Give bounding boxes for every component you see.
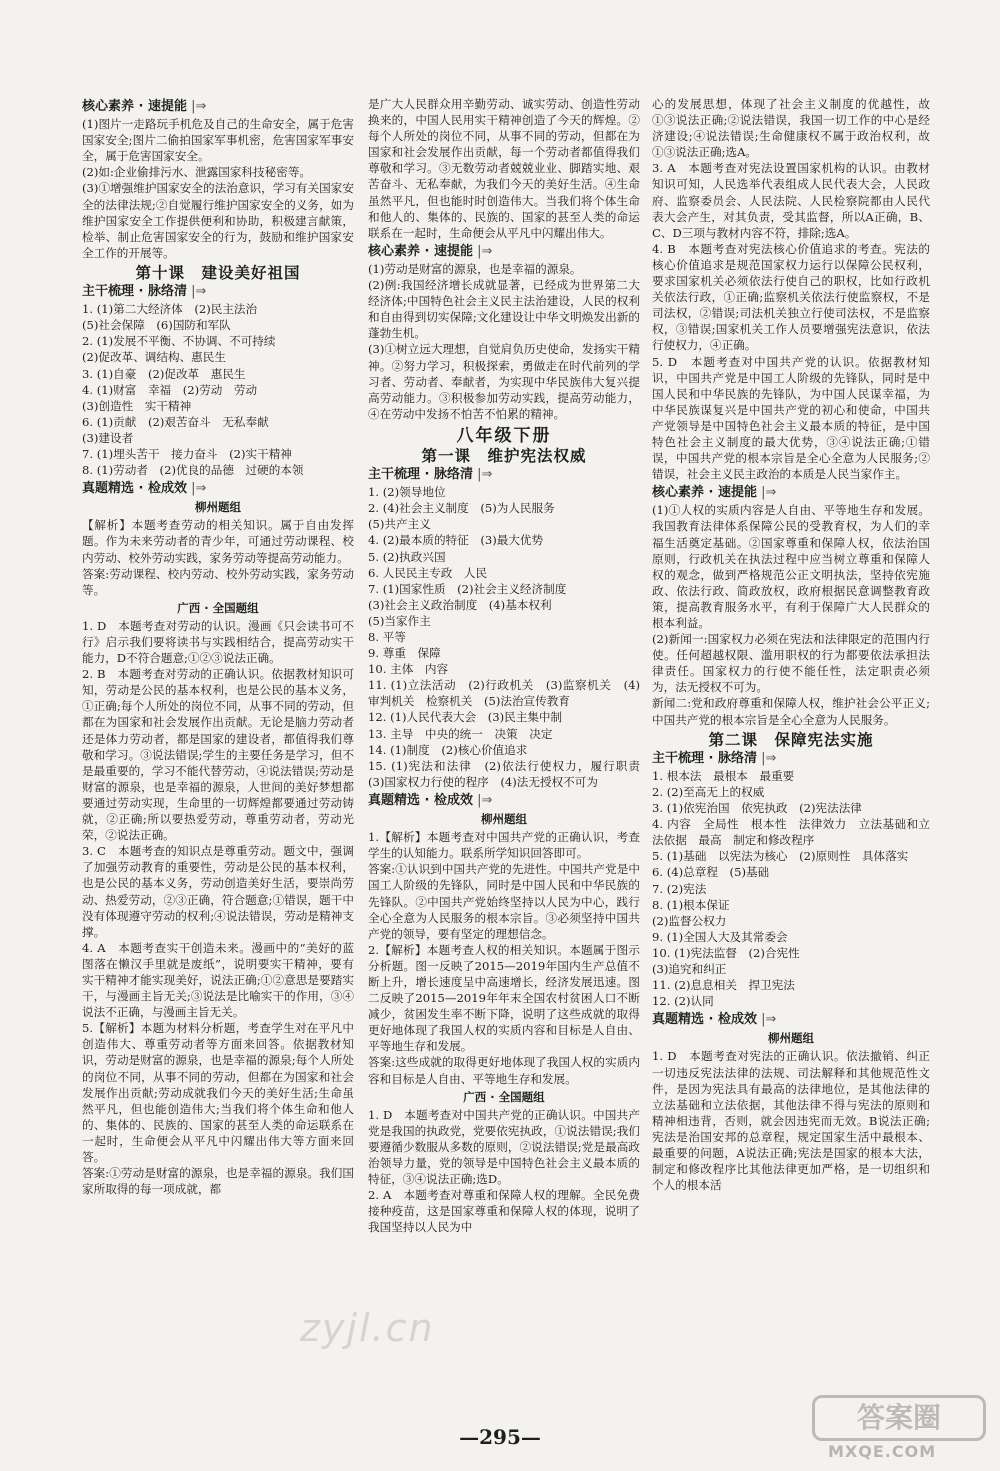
answer-paragraph: 答案:劳动课程、校内劳动、校外劳动实践，家务劳动等。: [82, 566, 354, 597]
answer-paragraph: 12. (2)认同: [652, 994, 714, 1009]
answer-paragraph: 4. A 本题考查实干创造未来。漫画中的“美好的蓝图落在懒汉手里就是废纸”，说明要实干精神，要有实干精神才能实现美好，说法正确;①②意思是要踏实干，与漫画主旨无关;③说法是比喻实干的作用，③④说法不正确，与漫画主旨无关。: [82, 940, 354, 1020]
arrow-icon: |⇒: [757, 1012, 777, 1028]
answer-paragraph: 7. (2)宪法: [652, 881, 707, 896]
answer-paragraph: 1. 根本法 最根本 最重要: [652, 768, 795, 783]
answer-paragraph: (2)促改革、调结构、惠民生: [82, 350, 226, 365]
answer-paragraph: (3)追究和纠正: [652, 961, 727, 976]
answer-paragraph: 1. D 本题考查对劳动的认识。漫画《只会读书可不行》启示我们要将读书与实践相结合，提高劳动实干能力，D不符合题意;①②③说法正确。: [82, 618, 354, 666]
answer-paragraph: 13. 主导 中央的统一 决策 决定: [368, 726, 553, 741]
section-heading: [652, 751, 930, 767]
answer-paragraph: 11. (2)息息相关 捍卫宪法: [652, 978, 795, 993]
answer-paragraph: 4. B 本题考查对宪法核心价值追求的考查。宪法的核心价值追求是规范国家权力运行以保障公民权利，要求国家机关必须依法行使自己的职权，比如行政机关依法行政，①正确;监察机关依法行使监察权，不是司法权，②错误;司法机关独立行使司法权，不是监察权，③错误;国家机关工作人员要增强宪法意识，依法行使权力，④正确。: [652, 241, 930, 353]
answer-paragraph: 1.【解析】本题考查对中国共产党的正确认识，考查学生的认知能力。联系所学知识回答即可。: [368, 830, 640, 861]
answer-paragraph: 15. (1)宪法和法律 (2)依法行使权力，履行职责 (3)国家权力行使的程序 (4)法无授权不可为: [368, 758, 652, 789]
answer-paragraph: 2. A 本题考查对尊重和保障人权的理解。全民免费接种疫苗，这是国家尊重和保障人权的体现，说明了我国坚持以人民为中: [368, 1188, 640, 1235]
answer-paragraph: 6. 人民民主专政 人民: [368, 565, 488, 580]
answer-paragraph: 新闻二:党和政府尊重和保障人权，维护社会公平正义;中国共产党的根本宗旨是全心全意为人民服务。: [652, 696, 930, 727]
section-heading: [652, 1012, 930, 1028]
answer-paragraph: (2)监督公权力: [652, 913, 727, 928]
arrow-icon: |⇒: [757, 750, 777, 766]
answer-paragraph: 1. (2)领导地位: [368, 485, 446, 500]
answer-paragraph: 5. (2)执政兴国: [368, 549, 446, 564]
answer-paragraph: 3. (1)自豪 (2)促改革 惠民生: [82, 366, 246, 381]
answer-paragraph: (1)劳动是财富的源泉，也是幸福的源泉。: [368, 261, 582, 276]
watermark-left: zyjl.cn: [300, 1306, 435, 1350]
grade-title: 八年级下册: [456, 425, 552, 446]
answer-paragraph: 5.【解析】本题为材料分析题，考查学生对在平凡中创造伟大、尊重劳动者等方面来回答。依据教材知识，劳动是财富的源泉，也是幸福的源泉;每个人所处的岗位不同，从事不同的劳动，但都在为国家和社会发展作出贡献;劳动成就我们今天的美好生活;生命虽然平凡，但也能创造伟大;当我们将个体生命和他人的、集体的、民族的、国家的甚至人类的命运联系在一起时，生命便会从平凡中闪耀出伟大等方面来回答。: [82, 1021, 354, 1164]
answer-paragraph: 答案:①劳动是财富的源泉，也是幸福的源泉。我们国家所取得的每一项成就，都: [82, 1166, 354, 1197]
lesson-title: 第一课 维护宪法权威: [421, 446, 587, 465]
section-heading-text: 真题精选 · 检成效: [368, 792, 473, 808]
answer-paragraph: 4. (1)财富 幸福 (2)劳动 劳动: [82, 382, 258, 397]
arrow-icon: |⇒: [187, 99, 207, 114]
section-heading: [368, 467, 640, 483]
answer-paragraph: 答案:①认识到中国共产党的先进性。中国共产党是中国工人阶级的先锋队，同时是中国人民和中华民族的先锋队。②中国共产党始终坚持以人民为中心，践行全心全意为人民服务的根本宗旨。③必须坚持中国共产党的领导，要有坚定的理想信念。: [368, 862, 640, 941]
answer-paragraph: 2. B 本题考查对劳动的正确认识。依据教材知识可知，劳动是公民的基本权利，也是公民的基本义务，①正确;每个人所处的岗位不同，从事不同的劳动，但都在为国家和社会发展作出贡献。无论是脑力劳动者还是体力劳动者，都是国家的建设者，都值得我们尊敬和学习。③说法错误;学生的主要任务是学习，但不是最重要的，学习不能代替劳动，④说法错误;劳动是财富的源泉，也是幸福的源泉，人世间的美好梦想都要通过劳动实现，生命里的一切辉煌都要通过劳动铸就，②正确;所以要热爱劳动，尊重劳动者，劳动光荣，②说法正确。: [82, 667, 354, 843]
section-heading: [368, 793, 640, 809]
section-heading-text: 真题精选 · 检成效: [82, 481, 187, 497]
question-group-title: 广西 · 全国题组: [463, 1089, 545, 1104]
answer-paragraph: 7. (1)埋头苦干 接力奋斗 (2)实干精神: [82, 446, 292, 461]
answer-paragraph: (2)新闻一:国家权力必须在宪法和法律限定的范围内行使。任何超越权限、滥用职权的行为都要依法承担法律责任。国家权力的行使不能任性，法定职责必须为，法无授权不可为。: [652, 632, 930, 695]
section-heading-text: 真题精选 · 检成效: [652, 1012, 757, 1028]
lesson-title: 第十课 建设美好祖国: [135, 263, 301, 282]
answer-paragraph: (2)例:我国经济增长成就显著，已经成为世界第二大经济体;中国特色社会主义民主法治建设，人民的权利和自由得到切实保障;文化建设让中华文明焕发出新的蓬勃生机。: [368, 278, 640, 341]
answer-paragraph: 1. D 本题考查对中国共产党的正确认识。中国共产党是我国的执政党，党要依宪执政，①说法错误;我们要遵循少数服从多数的原则，②说法错误;党是最高政治领导力量，党的领导是中国特色社会主义最本质的特征，③④说法正确;选D。: [368, 1107, 640, 1187]
answer-paragraph: (3)①增强维护国家安全的法治意识，学习有关国家安全的法律法规;②自觉履行维护国家安全的义务，如为维护国家安全工作提供便利和协助，积极建言献策，检举、制止危害国家安全的行为，鼓励和维护国家安全工作的开展等。: [82, 181, 354, 260]
section-heading: [82, 481, 354, 497]
answer-paragraph: 6. (4)总章程 (5)基础: [652, 865, 770, 880]
column-left: [82, 96, 354, 1197]
answer-paragraph: (5)共产主义: [368, 517, 431, 532]
page-number: —295—: [459, 1425, 541, 1449]
answer-paragraph: 9. 尊重 保障: [368, 646, 441, 661]
answer-paragraph: (1)图片一走路玩手机危及自己的生命安全，属于危害国家安全;图片二偷拍国家军事机密，危害国家军事安全，属于危害国家安全。: [82, 117, 354, 164]
answer-paragraph: 2. (4)社会主义制度 (5)为人民服务: [368, 501, 555, 516]
answer-paragraph: 是广大人民群众用辛勤劳动、诚实劳动、创造性劳动换来的，中国人民用实干精神创造了今天的辉煌。②每个人所处的岗位不同，从事不同的劳动，但都在为国家和社会发展作出贡献，每一个劳动者都值得我们尊敬和学习。③无数劳动者兢兢业业、脚踏实地、艰苦奋斗、无私奉献，为我们今天的美好生活。④生命虽然平凡，但也能时时创造伟大。当我们将个体生命和他人的、集体的、民族的、国家的甚至人类的命运联系在一起时，生命便会从平凡中闪耀出伟大。: [368, 97, 640, 240]
answer-paragraph: 12. (1)人民代表大会 (3)民主集中制: [368, 710, 563, 725]
column-right: [652, 96, 930, 1193]
section-heading-text: 主干梳理 · 脉络清: [652, 750, 757, 766]
arrow-icon: |⇒: [473, 792, 493, 808]
answer-paragraph: (3)社会主义政治制度 (4)基本权利: [368, 597, 552, 612]
answer-paragraph: 1. (1)第二大经济体 (2)民主法治: [82, 302, 258, 317]
answer-paragraph: 心的发展思想，体现了社会主义制度的优越性，故①③说法正确;②说法错误，我国一切工作的中心是经济建设;④说法错误;生命健康权不属于政治权利，故①③说法正确;选A。: [652, 97, 930, 160]
answer-paragraph: 2.【解析】本题考查人权的相关知识。本题属于图示分析题。图一反映了2015—2019年国内生产总值不断上升，增长速度呈中高速增长，经济发展迅速。图二反映了2015—2019年年末全国农村贫困人口不断减少，贫困发生率不断下降，说明了这些成就的取得更好地体现了我国人权的实质内容和目标是人自由、平等地生存和发展。: [368, 942, 640, 1054]
section-heading-text: 核心素养 · 速提能: [82, 99, 187, 114]
question-group-title: 柳州题组: [481, 812, 527, 827]
question-group-title: 柳州题组: [195, 500, 241, 515]
watermark-site: MXQE.COM: [828, 1442, 937, 1461]
answer-paragraph: (2)如:企业偷排污水、泄露国家科技秘密等。: [82, 165, 312, 180]
column-middle: [368, 96, 652, 1235]
answer-paragraph: 14. (1)制度 (2)核心价值追求: [368, 742, 528, 757]
answer-paragraph: 11. (1)立法活动 (2)行政机关 (3)监察机关 (4)审判机关 检察机关 (5)法治宣传教育: [368, 678, 640, 709]
answer-paragraph: (5)社会保障 (6)国防和军队: [82, 318, 231, 333]
answer-paragraph: 4. (2)最本质的特征 (3)最大优势: [368, 533, 544, 548]
answer-paragraph: 6. (1)贡献 (2)艰苦奋斗 无私奉献: [82, 414, 269, 429]
arrow-icon: |⇒: [473, 467, 493, 483]
answer-paragraph: 1. D 本题考查对宪法的正确认识。依法撤销、纠正一切违反宪法法律的法规、司法解释和其他规范性文件，是因为宪法具有最高的法律地位，是其他法律的立法基础和立法依据，其他法律不得与宪法的原则和精神相违背，否则，就会因违宪而无效。B说法正确;宪法是治国安邦的总章程，规定国家生活中最根本、最重要的问题，A说法正确;宪法是国家的根本大法，制定和修改程序比其他法律更加严格，是一切组织和个人的根本活: [652, 1049, 930, 1193]
answer-paragraph: 5. D 本题考查对中国共产党的认识。依据教材知识，中国共产党是中国工人阶级的先锋队，同时是中国人民和中华民族的先锋队，为中国人民谋幸福，为中华民族谋复兴是中国共产党的初心和使命，中国共产党领导是中国特色社会主义最本质的特征，是中国特色社会主义制度的最大优势，③④说法正确;①错误，中国共产党的根本宗旨是全心全意为人民服务;②错误，社会主义民主政治的本质是人民当家作主。: [652, 354, 930, 482]
question-group-title: 柳州题组: [768, 1031, 814, 1046]
answer-paragraph: (3)①树立远大理想，自觉肩负历史使命，发扬实干精神。②努力学习，积极探索，勇做走在时代前列的学习者、劳动者、奉献者，为实现中华民族伟大复兴提高劳动能力。③积极参加劳动实践，提高劳动能力，④在劳动中发扬不怕苦不怕累的精神。: [368, 342, 640, 421]
question-group-title: 广西 · 全国题组: [177, 600, 259, 615]
section-heading: [652, 485, 930, 501]
arrow-icon: |⇒: [187, 481, 207, 497]
answer-paragraph: 9. (1)全国人大及其常委会: [652, 929, 788, 944]
answer-paragraph: 8. 平等: [368, 630, 406, 644]
section-heading: [82, 99, 354, 115]
section-heading: [82, 284, 354, 300]
answer-paragraph: 答案:这些成就的取得更好地体现了我国人权的实质内容和目标是人自由、平等地生存和发展。: [368, 1055, 640, 1086]
answer-paragraph: 2. (1)发展不平衡、不协调、不可持续: [82, 334, 276, 349]
section-heading: [368, 244, 640, 260]
answer-paragraph: 3. C 本题考查的知识点是尊重劳动。题文中，强调了加强劳动教育的重要性，劳动是公民的基本权利，也是公民的基本义务，劳动创造美好生活，要崇尚劳动、热爱劳动，②③正确，符合题意;①错误，题干中没有体现遵守劳动的权利;④说法错误，劳动是精神支撑。: [82, 844, 354, 939]
answer-paragraph: (5)当家作主: [368, 613, 431, 628]
watermark-logo: 答案圈: [812, 1395, 986, 1441]
section-heading-text: 核心素养 · 速提能: [368, 243, 473, 259]
answer-paragraph: (1)①人权的实质内容是人自由、平等地生存和发展。我国教育法律体系保障公民的受教育权，为人们的幸福生活奠定基础。②国家尊重和保障人权，依法治国原则，行政机关在执法过程中应当树立尊重和保障人权的观念，做到严格规范公正文明执法，坚持依宪施政、依法行政、简政放权，政府根据民意调整教育政策，提高教育服务水平，有利于保障广大人民群众的根本利益。: [652, 503, 930, 630]
section-heading-text: 主干梳理 · 脉络清: [368, 467, 473, 483]
arrow-icon: |⇒: [187, 284, 207, 300]
answer-paragraph: 7. (1)国家性质 (2)社会主义经济制度: [368, 581, 567, 596]
section-heading-text: 核心素养 · 速提能: [652, 485, 757, 501]
section-heading-text: 主干梳理 · 脉络清: [82, 284, 187, 300]
answer-paragraph: 3. (1)依宪治国 依宪执政 (2)宪法法律: [652, 801, 862, 816]
answer-paragraph: (3)建设者: [82, 430, 134, 445]
answer-paragraph: 10. (1)宪法监督 (2)合宪性: [652, 945, 800, 960]
answer-paragraph: 2. (2)至高无上的权威: [652, 784, 765, 799]
answer-paragraph: 8. (1)劳动者 (2)优良的品德 过硬的本领: [82, 463, 304, 478]
arrow-icon: |⇒: [473, 243, 493, 259]
answer-paragraph: 4. 内容 全局性 根本性 法律效力 立法基础和立法依据 最高 制定和修改程序: [652, 817, 930, 848]
answer-paragraph: 【解析】本题考查劳动的相关知识。属于自由发挥题。作为未来劳动者的青少年，可通过劳动课程、校内劳动、校外劳动实践，家务劳动等提高劳动能力。: [82, 518, 354, 565]
answer-paragraph: (3)创造性 实干精神: [82, 398, 192, 413]
lesson-title: 第二课 保障宪法实施: [708, 730, 874, 749]
answer-paragraph: 5. (1)基础 以宪法为核心 (2)原则性 具体落实: [652, 849, 909, 864]
arrow-icon: |⇒: [757, 485, 777, 501]
answer-paragraph: 10. 主体 内容: [368, 662, 449, 677]
answer-paragraph: 8. (1)根本保证: [652, 897, 730, 912]
answer-paragraph: 3. A 本题考查对宪法设置国家机构的认识。由教材知识可知，人民选举代表组成人民代表大会，人民政府、监察委员会、人民法院、人民检察院都由人民代表大会产生，对其负责，受其监督，所以A正确，B、C、D三项与教材内容不符，排除;选A。: [652, 161, 930, 240]
